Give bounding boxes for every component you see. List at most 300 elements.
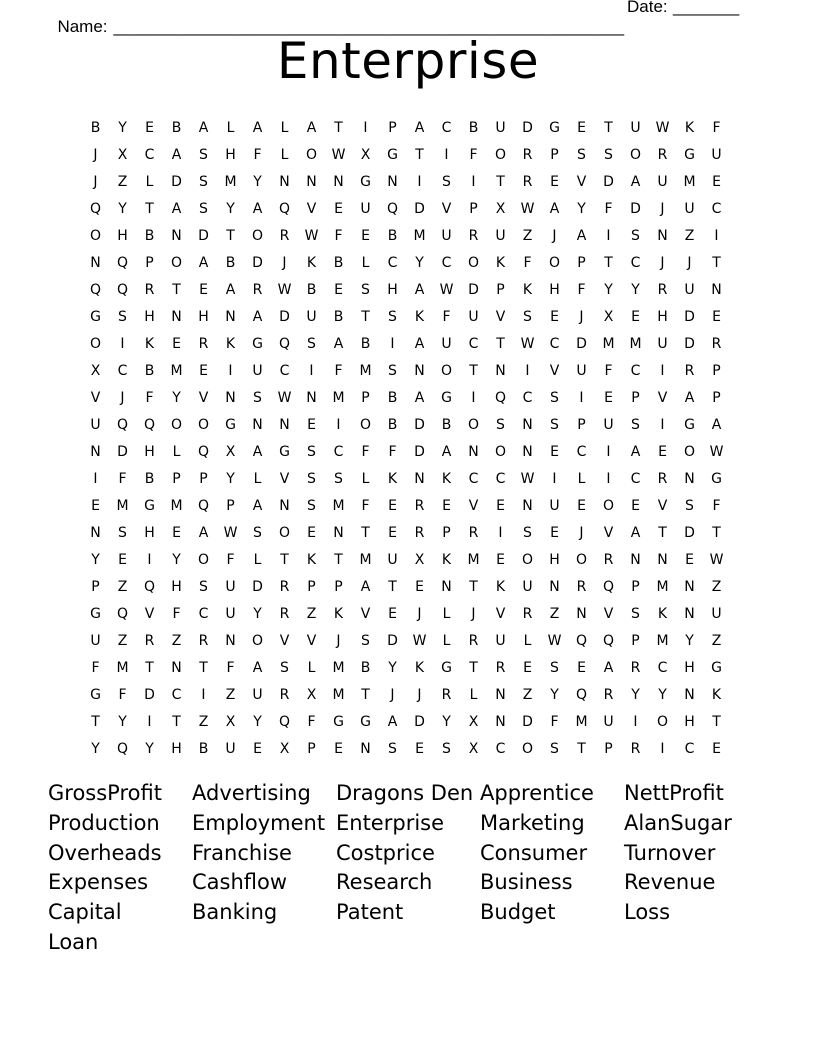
- grid-letter: N: [306, 389, 317, 406]
- grid-letter: Y: [91, 551, 100, 568]
- grid-letter: N: [90, 254, 101, 271]
- grid-letter: F: [577, 281, 586, 298]
- grid-letter: U: [657, 173, 668, 190]
- grid-letter: C: [495, 740, 506, 757]
- grid-letter: N: [387, 173, 398, 190]
- grid-letter: Z: [684, 227, 695, 244]
- grid-letter: D: [522, 119, 533, 136]
- grid-letter: N: [225, 389, 236, 406]
- grid-letter: K: [684, 119, 695, 136]
- grid-letter: N: [495, 713, 506, 730]
- grid-letter: G: [684, 146, 695, 163]
- grid-letter: H: [387, 281, 398, 298]
- grid-letter: E: [523, 659, 532, 676]
- grid-letter: C: [630, 362, 641, 379]
- word-list-item: Revenue: [624, 870, 716, 895]
- grid-letter: E: [199, 281, 208, 298]
- grid-letter: V: [198, 389, 209, 406]
- grid-letter: X: [468, 740, 479, 757]
- grid-letter: J: [336, 632, 341, 649]
- grid-letter: S: [334, 470, 343, 487]
- grid-letter: T: [604, 119, 613, 136]
- word-list-item: Apprentice: [480, 781, 594, 805]
- grid-letter: E: [496, 551, 505, 568]
- grid-letter: W: [223, 524, 238, 541]
- grid-letter: I: [606, 227, 611, 244]
- grid-letter: Q: [602, 578, 615, 595]
- grid-letter: R: [576, 578, 587, 595]
- grid-letter: Y: [253, 713, 262, 730]
- grid-letter: E: [334, 281, 343, 298]
- grid-letter: R: [414, 524, 425, 541]
- grid-letter: L: [253, 470, 262, 487]
- grid-letter: S: [523, 524, 532, 541]
- grid-letter: M: [332, 686, 345, 703]
- grid-letter: S: [388, 740, 397, 757]
- grid-letter: N: [684, 686, 695, 703]
- grid-letter: N: [441, 578, 452, 595]
- grid-letter: G: [90, 308, 101, 325]
- grid-letter: Y: [631, 686, 640, 703]
- grid-letter: R: [630, 659, 641, 676]
- grid-letter: P: [442, 524, 451, 541]
- grid-letter: D: [117, 443, 128, 460]
- grid-letter: T: [388, 578, 397, 595]
- grid-letter: J: [471, 605, 476, 622]
- grid-letter: N: [414, 470, 425, 487]
- grid-letter: O: [89, 335, 102, 352]
- grid-letter: Z: [198, 713, 209, 730]
- page-title: Enterprise: [276, 32, 540, 90]
- grid-letter: H: [144, 308, 155, 325]
- grid-letter: Y: [226, 470, 235, 487]
- grid-letter: R: [144, 281, 155, 298]
- grid-letter: M: [332, 497, 345, 514]
- grid-letter: K: [657, 605, 668, 622]
- grid-letter: C: [441, 119, 452, 136]
- grid-letter: F: [91, 659, 100, 676]
- grid-letter: T: [334, 551, 343, 568]
- grid-letter: N: [360, 740, 371, 757]
- grid-letter: E: [361, 227, 370, 244]
- grid-letter: V: [360, 605, 371, 622]
- grid-letter: R: [522, 173, 533, 190]
- grid-letter: T: [469, 659, 478, 676]
- grid-letter: T: [361, 686, 370, 703]
- grid-letter: Q: [116, 416, 129, 433]
- grid-letter: G: [711, 659, 722, 676]
- grid-letter: I: [444, 146, 449, 163]
- grid-letter: E: [577, 659, 586, 676]
- grid-letter: U: [441, 335, 452, 352]
- grid-letter: O: [602, 497, 615, 514]
- grid-letter: U: [306, 308, 317, 325]
- word-list-item: Loan: [48, 929, 99, 954]
- grid-letter: M: [170, 362, 183, 379]
- grid-letter: O: [521, 551, 534, 568]
- grid-letter: K: [522, 281, 533, 298]
- grid-letter: T: [91, 713, 100, 730]
- grid-letter: O: [170, 254, 183, 271]
- grid-letter: M: [116, 659, 129, 676]
- grid-letter: O: [440, 362, 453, 379]
- word-list-item: Budget: [480, 900, 556, 925]
- word-list-item: Consumer: [480, 840, 588, 865]
- grid-letter: G: [360, 173, 371, 190]
- grid-letter: D: [684, 308, 695, 325]
- grid-letter: L: [280, 146, 289, 163]
- grid-letter: T: [469, 362, 478, 379]
- grid-letter: E: [442, 497, 451, 514]
- grid-letter: E: [199, 362, 208, 379]
- grid-letter: S: [361, 281, 370, 298]
- grid-letter: J: [282, 254, 287, 271]
- grid-letter: F: [118, 686, 127, 703]
- word-list-item: Business: [480, 870, 573, 895]
- grid-letter: I: [552, 470, 557, 487]
- grid-letter: M: [413, 227, 426, 244]
- grid-letter: W: [709, 551, 724, 568]
- word-list-item: NettProfit: [624, 781, 724, 805]
- grid-letter: A: [549, 200, 560, 217]
- grid-letter: U: [90, 416, 101, 433]
- grid-letter: C: [171, 686, 182, 703]
- grid-letter: P: [334, 578, 343, 595]
- name-label: Name:: [57, 17, 108, 36]
- grid-letter: O: [170, 416, 183, 433]
- grid-letter: I: [525, 362, 530, 379]
- grid-letter: Y: [118, 713, 127, 730]
- grid-letter: K: [441, 551, 452, 568]
- grid-letter: Q: [197, 443, 210, 460]
- grid-letter: N: [684, 470, 695, 487]
- grid-letter: N: [90, 524, 101, 541]
- grid-letter: T: [199, 659, 208, 676]
- grid-letter: D: [387, 632, 398, 649]
- grid-letter: S: [550, 740, 559, 757]
- grid-letter: L: [280, 119, 289, 136]
- grid-letter: X: [117, 146, 128, 163]
- grid-letter: U: [495, 227, 506, 244]
- grid-letter: P: [631, 389, 640, 406]
- grid-letter: J: [660, 254, 665, 271]
- grid-letter: F: [334, 227, 343, 244]
- grid-letter: R: [441, 686, 452, 703]
- grid-letter: R: [468, 524, 479, 541]
- grid-letter: I: [120, 335, 125, 352]
- grid-letter: E: [145, 119, 154, 136]
- grid-letter: M: [629, 335, 642, 352]
- grid-letter: E: [550, 173, 559, 190]
- grid-letter: N: [657, 551, 668, 568]
- word-list-item: Enterprise: [336, 810, 445, 835]
- grid-letter: L: [361, 254, 370, 271]
- grid-letter: I: [417, 173, 422, 190]
- grid-letter: A: [171, 146, 182, 163]
- grid-letter: Y: [172, 389, 181, 406]
- grid-letter: Q: [116, 605, 129, 622]
- grid-letter: C: [144, 146, 155, 163]
- grid-letter: E: [172, 524, 181, 541]
- grid-letter: W: [277, 389, 292, 406]
- grid-letter: T: [334, 119, 343, 136]
- grid-letter: R: [657, 281, 668, 298]
- word-list-item: Marketing: [480, 810, 585, 835]
- grid-letter: A: [603, 659, 614, 676]
- grid-letter: P: [577, 254, 586, 271]
- grid-letter: S: [631, 605, 640, 622]
- grid-letter: O: [629, 146, 642, 163]
- grid-letter: L: [577, 470, 586, 487]
- grid-letter: E: [712, 740, 721, 757]
- grid-letter: Y: [91, 740, 100, 757]
- grid-letter: R: [144, 632, 155, 649]
- grid-letter: D: [414, 416, 425, 433]
- grid-letter: Z: [522, 686, 533, 703]
- grid-letter: X: [225, 443, 236, 460]
- grid-letter: D: [603, 173, 614, 190]
- grid-letter: N: [522, 497, 533, 514]
- grid-letter: U: [495, 119, 506, 136]
- grid-letter: X: [468, 713, 479, 730]
- grid-letter: E: [604, 389, 613, 406]
- grid-letter: C: [684, 740, 695, 757]
- grid-letter: G: [90, 686, 101, 703]
- grid-letter: F: [226, 659, 235, 676]
- grid-letter: R: [657, 146, 668, 163]
- grid-letter: N: [279, 173, 290, 190]
- grid-letter: G: [360, 713, 371, 730]
- grid-letter: W: [520, 470, 535, 487]
- grid-letter: E: [685, 551, 694, 568]
- grid-letter: I: [633, 713, 638, 730]
- grid-letter: S: [550, 416, 559, 433]
- grid-letter: S: [199, 578, 208, 595]
- date-label: Date:: [627, 0, 668, 16]
- grid-letter: R: [630, 740, 641, 757]
- grid-letter: H: [117, 227, 128, 244]
- grid-letter: S: [307, 470, 316, 487]
- grid-letter: Y: [658, 686, 667, 703]
- grid-letter: B: [360, 335, 371, 352]
- grid-letter: Y: [253, 173, 262, 190]
- grid-letter: F: [172, 605, 181, 622]
- grid-letter: L: [172, 443, 181, 460]
- grid-letter: G: [144, 497, 155, 514]
- grid-letter: C: [549, 335, 560, 352]
- grid-letter: J: [579, 308, 584, 325]
- grid-letter: F: [469, 146, 478, 163]
- grid-letter: E: [415, 578, 424, 595]
- grid-letter: J: [687, 254, 692, 271]
- grid-letter: D: [144, 686, 155, 703]
- grid-letter: C: [468, 335, 479, 352]
- grid-letter: A: [252, 659, 263, 676]
- grid-letter: O: [494, 443, 507, 460]
- grid-letter: I: [93, 470, 98, 487]
- grid-letter: S: [388, 308, 397, 325]
- grid-letter: N: [279, 497, 290, 514]
- grid-letter: N: [657, 227, 668, 244]
- grid-letter: R: [279, 227, 290, 244]
- grid-letter: O: [467, 254, 480, 271]
- grid-letter: D: [252, 254, 263, 271]
- grid-letter: Y: [604, 281, 613, 298]
- grid-letter: G: [279, 443, 290, 460]
- grid-letter: R: [603, 686, 614, 703]
- grid-letter: A: [576, 227, 587, 244]
- grid-letter: B: [333, 308, 344, 325]
- grid-letter: L: [226, 119, 235, 136]
- grid-letter: V: [90, 389, 101, 406]
- grid-letter: R: [603, 551, 614, 568]
- grid-letter: L: [523, 632, 532, 649]
- grid-letter: R: [522, 146, 533, 163]
- grid-letter: U: [684, 200, 695, 217]
- grid-letter: I: [660, 740, 665, 757]
- grid-letter: U: [387, 551, 398, 568]
- grid-letter: H: [144, 443, 155, 460]
- grid-letter: P: [712, 389, 721, 406]
- grid-letter: F: [523, 254, 532, 271]
- grid-letter: O: [251, 632, 264, 649]
- grid-letter: U: [684, 281, 695, 298]
- grid-letter: D: [279, 308, 290, 325]
- grid-letter: U: [225, 740, 236, 757]
- grid-letter: R: [279, 686, 290, 703]
- grid-letter: S: [604, 146, 613, 163]
- word-list: [48, 779, 768, 958]
- grid-letter: E: [388, 497, 397, 514]
- grid-letter: K: [333, 605, 344, 622]
- grid-letter: B: [387, 416, 398, 433]
- grid-letter: X: [90, 362, 101, 379]
- word-list-item: Employment: [192, 810, 326, 835]
- grid-letter: W: [331, 146, 346, 163]
- grid-letter: B: [144, 227, 155, 244]
- grid-letter: D: [252, 578, 263, 595]
- grid-letter: Z: [117, 578, 128, 595]
- grid-letter: E: [388, 524, 397, 541]
- grid-letter: E: [577, 119, 586, 136]
- grid-letter: Q: [575, 632, 588, 649]
- grid-letter: U: [603, 713, 614, 730]
- grid-letter: H: [549, 551, 560, 568]
- grid-letter: M: [116, 497, 129, 514]
- grid-letter: B: [306, 281, 317, 298]
- grid-letter: K: [306, 551, 317, 568]
- grid-letter: Q: [89, 200, 102, 217]
- grid-letter: O: [359, 416, 372, 433]
- grid-letter: U: [495, 632, 506, 649]
- grid-letter: V: [144, 605, 155, 622]
- word-list-item: Research: [336, 870, 433, 895]
- grid-letter: D: [522, 713, 533, 730]
- grid-letter: P: [307, 740, 316, 757]
- grid-letter: X: [495, 200, 506, 217]
- grid-letter: T: [496, 335, 505, 352]
- grid-letter: S: [550, 659, 559, 676]
- grid-letter: K: [306, 254, 317, 271]
- grid-letter: Z: [711, 578, 722, 595]
- grid-letter: C: [495, 470, 506, 487]
- grid-letter: Q: [575, 686, 588, 703]
- grid-letter: F: [442, 308, 451, 325]
- grid-letter: L: [253, 551, 262, 568]
- grid-letter: M: [602, 335, 615, 352]
- grid-letter: O: [656, 713, 669, 730]
- grid-letter: Y: [550, 686, 559, 703]
- grid-letter: B: [90, 119, 101, 136]
- grid-letter: A: [630, 173, 641, 190]
- grid-letter: V: [549, 362, 560, 379]
- grid-letter: I: [363, 119, 368, 136]
- grid-letter: P: [604, 740, 613, 757]
- grid-letter: E: [334, 200, 343, 217]
- grid-letter: A: [360, 578, 371, 595]
- grid-letter: J: [660, 200, 665, 217]
- grid-letter: B: [333, 254, 344, 271]
- grid-letter: U: [225, 578, 236, 595]
- grid-letter: E: [712, 173, 721, 190]
- grid-letter: P: [145, 254, 154, 271]
- grid-letter: Q: [278, 713, 291, 730]
- grid-letter: U: [576, 362, 587, 379]
- grid-letter: G: [441, 659, 452, 676]
- grid-letter: Z: [711, 632, 722, 649]
- grid-letter: Z: [549, 605, 560, 622]
- grid-letter: S: [361, 632, 370, 649]
- grid-letter: X: [279, 740, 290, 757]
- grid-letter: U: [360, 200, 371, 217]
- grid-letter: B: [171, 119, 182, 136]
- grid-letter: V: [279, 470, 290, 487]
- grid-letter: Q: [197, 497, 210, 514]
- grid-letter: U: [90, 632, 101, 649]
- grid-letter: P: [91, 578, 100, 595]
- grid-letter: F: [361, 443, 370, 460]
- grid-letter: M: [683, 173, 696, 190]
- grid-letter: M: [332, 659, 345, 676]
- grid-letter: C: [387, 254, 398, 271]
- grid-letter: T: [145, 200, 154, 217]
- grid-letter: E: [415, 740, 424, 757]
- grid-letter: J: [552, 227, 557, 244]
- grid-letter: Z: [171, 632, 182, 649]
- word-list-item: Capital: [48, 900, 122, 925]
- grid-letter: O: [575, 551, 588, 568]
- grid-letter: N: [630, 551, 641, 568]
- grid-letter: Z: [117, 632, 128, 649]
- grid-letter: G: [387, 146, 398, 163]
- grid-letter: Q: [116, 254, 129, 271]
- grid-letter: S: [199, 146, 208, 163]
- grid-letter: A: [414, 389, 425, 406]
- grid-letter: E: [631, 497, 640, 514]
- grid-letter: C: [117, 362, 128, 379]
- grid-letter: P: [172, 470, 181, 487]
- grid-letter: A: [414, 281, 425, 298]
- grid-letter: T: [712, 713, 721, 730]
- grid-letter: S: [118, 524, 127, 541]
- grid-letter: Y: [253, 605, 262, 622]
- grid-letter: S: [442, 173, 451, 190]
- grid-letter: S: [307, 335, 316, 352]
- grid-letter: V: [441, 200, 452, 217]
- grid-letter: U: [657, 335, 668, 352]
- grid-letter: H: [684, 659, 695, 676]
- grid-letter: R: [252, 281, 263, 298]
